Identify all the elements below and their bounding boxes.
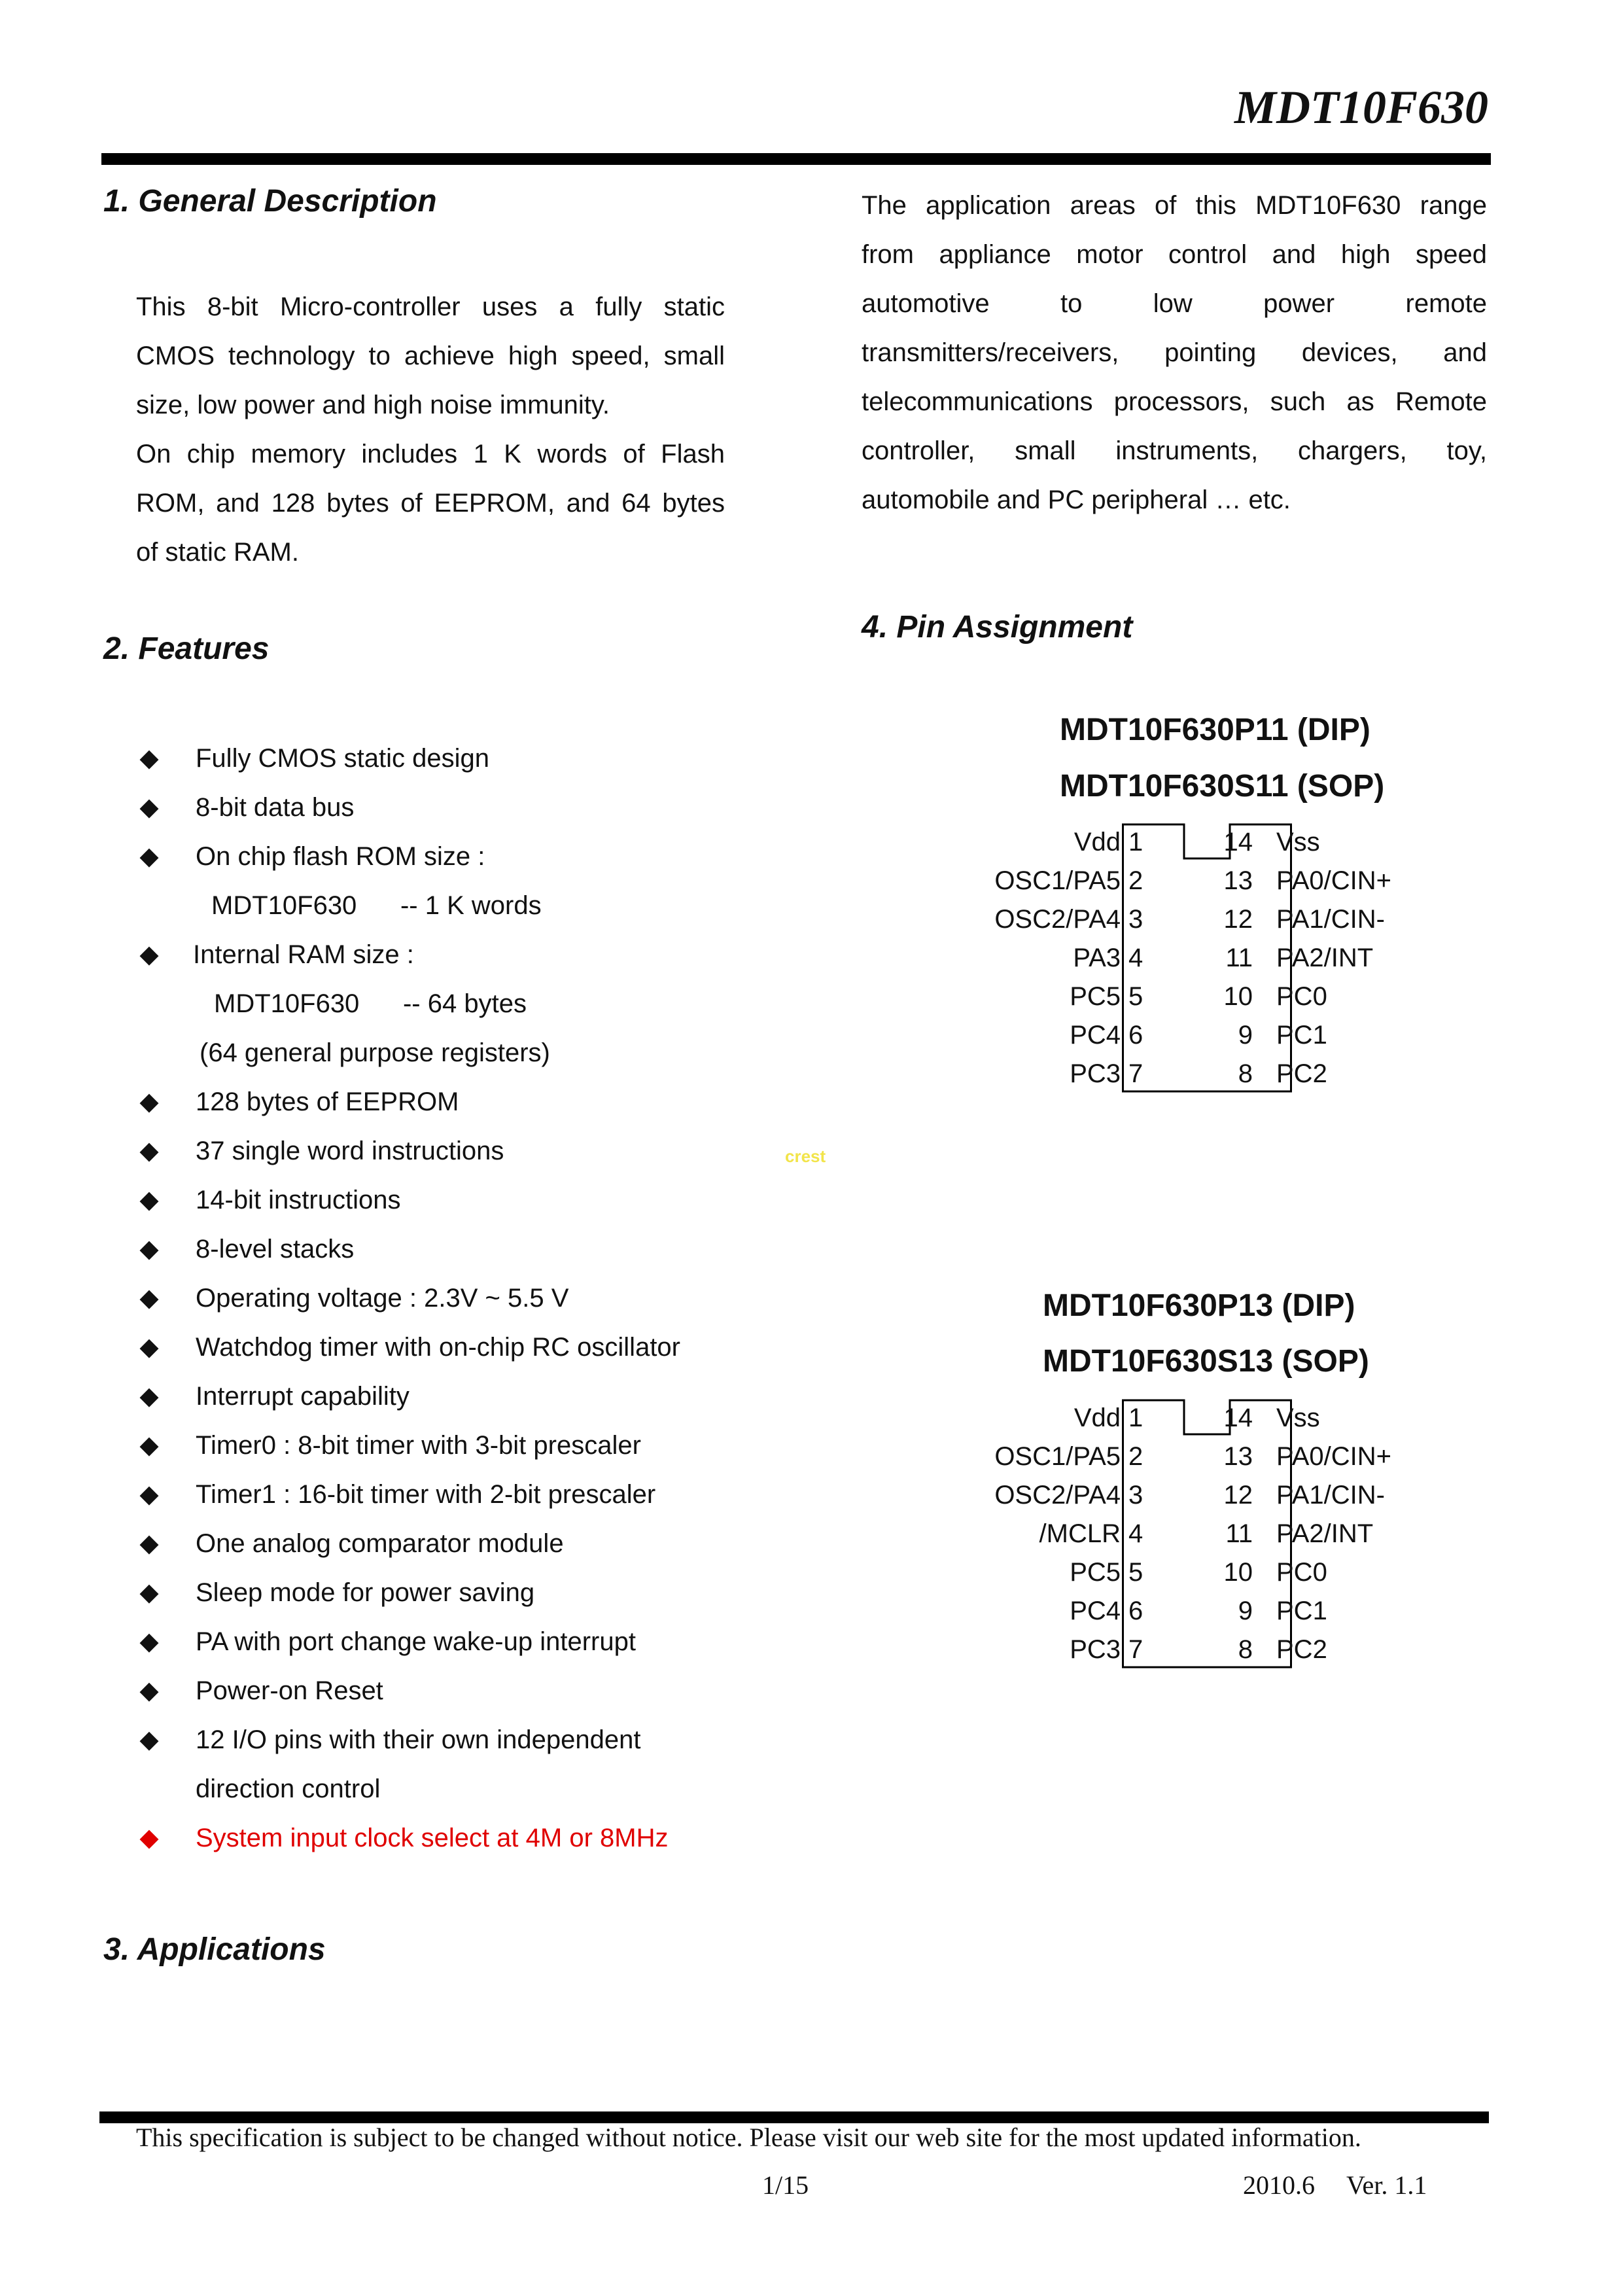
feature-item [136,1470,764,1519]
diamond-bullet-icon: ◆ [139,1628,159,1655]
pin-name: PA0/CIN+ [1276,866,1391,895]
text-line: controller, small instruments, chargers, toy, [862,436,1487,465]
pin-row [879,1016,1467,1054]
pin-number: 14 [1223,828,1253,857]
feature-text: Watchdog timer with on-chip RC oscillator [196,1333,680,1362]
feature-text: 128 bytes of EEPROM [196,1087,459,1116]
feature-text: Interrupt capability [196,1382,410,1411]
pin-row [879,1476,1467,1514]
diamond-bullet-icon: ◆ [139,1677,159,1704]
diamond-bullet-icon: ◆ [139,1383,159,1410]
feature-subitem [136,1765,764,1814]
header-rule [101,153,1491,165]
pin-name: PA3 [1073,944,1121,972]
pin-number: 8 [1238,1059,1253,1088]
general-description-paragraph-2 [136,430,725,577]
diamond-bullet-icon: ◆ [139,745,159,772]
release-date: 2010.6 [1243,2170,1315,2200]
pin-number: 13 [1223,1442,1253,1471]
pin-name: PC4 [1070,1021,1121,1050]
pin-number: 10 [1223,982,1253,1011]
pin-assignment-heading: 4. Pin Assignment [862,610,1133,645]
feature-text: (64 general purpose registers) [200,1038,550,1067]
text-line: ROM, and 128 bytes of EEPROM, and 64 bytes [136,489,725,518]
pin-number: 9 [1238,1021,1253,1050]
pin-number: 8 [1238,1635,1253,1664]
pin-name: PC1 [1276,1021,1327,1050]
feature-text: 14-bit instructions [196,1186,401,1214]
applications-heading: 3. Applications [103,1932,326,1967]
feature-subitem [136,1029,764,1078]
diamond-bullet-icon: ◆ [139,1530,159,1557]
pin-number: 4 [1128,1519,1143,1548]
feature-subitem [136,980,764,1029]
feature-item [136,1372,764,1421]
pin-name: PC5 [1070,982,1121,1011]
pin-number: 12 [1223,905,1253,934]
feature-text: direction control [196,1775,381,1803]
diamond-bullet-icon: ◆ [139,794,159,821]
feature-item [136,832,764,881]
text-line: automotive to low power remote [862,289,1487,318]
page-number: 1/15 [762,2170,809,2200]
text-line: of static RAM. [136,538,299,567]
feature-text: PA with port change wake-up interrupt [196,1627,636,1656]
pin-name: PA1/CIN- [1276,1481,1385,1510]
feature-text: MDT10F630 -- 1 K words [211,891,542,920]
pin-number: 5 [1128,1558,1143,1587]
feature-item [136,1078,764,1127]
pin-number: 14 [1223,1404,1253,1432]
pin-name: OSC1/PA5 [994,1442,1121,1471]
feature-text: Power-on Reset [196,1676,383,1705]
general-description-heading: 1. General Description [103,184,437,219]
feature-text: 8-level stacks [196,1235,355,1263]
pin-row [879,1399,1467,1437]
pin-name: PC5 [1070,1558,1121,1587]
feature-item [136,1127,764,1176]
pin-number: 2 [1128,866,1143,895]
feature-item [136,734,764,783]
pin-number: 3 [1128,1481,1143,1510]
watermark: crest [785,1146,826,1166]
version-label: Ver. 1.1 [1346,2170,1427,2200]
feature-item [136,1323,764,1372]
document-title: MDT10F630 [1234,81,1488,133]
pin-name: OSC1/PA5 [994,866,1121,895]
pin-row [879,939,1467,977]
pin-name: OSC2/PA4 [994,1481,1121,1510]
footer-notice: This specification is subject to be changed without notice. Please visit our web site for the most updated information. [136,2123,1361,2152]
feature-text: Fully CMOS static design [196,744,490,773]
package-title-sop: MDT10F630S11 (SOP) [1060,769,1385,804]
pin-name: PC2 [1276,1635,1327,1664]
pin-name: Vss [1276,828,1320,857]
feature-item [136,1421,764,1470]
text-line: automobile and PC peripheral … etc. [862,486,1291,514]
text-line: from appliance motor control and high speed [862,240,1487,269]
pin-name: PA2/INT [1276,944,1374,972]
pin-row [879,1438,1467,1475]
pin-number: 11 [1225,1519,1253,1548]
pin-diagram [879,1399,1467,1674]
pin-name: Vdd [1073,1404,1121,1432]
package-title-dip: MDT10F630P11 (DIP) [1060,713,1370,747]
text-line: On chip memory includes 1 K words of Flash [136,440,725,468]
feature-text: Operating voltage : 2.3V ~ 5.5 V [196,1284,569,1313]
pin-row [879,1515,1467,1553]
pin-number: 6 [1128,1597,1143,1625]
pin-number: 6 [1128,1021,1143,1050]
pin-name: PA2/INT [1276,1519,1374,1548]
feature-item [136,1617,764,1667]
pin-number: 12 [1223,1481,1253,1510]
diamond-bullet-icon: ◆ [139,843,159,870]
pin-number: 7 [1128,1635,1143,1664]
pin-name: PA1/CIN- [1276,905,1385,934]
feature-item [136,783,764,832]
feature-text: On chip flash ROM size : [196,842,485,871]
pin-row [879,1055,1467,1093]
pin-name: PC1 [1276,1597,1327,1625]
pin-number: 13 [1223,866,1253,895]
feature-item [136,1568,764,1617]
text-line: CMOS technology to achieve high speed, small [136,342,725,370]
pin-number: 9 [1238,1597,1253,1625]
pin-number: 1 [1128,828,1143,857]
pin-name: PC3 [1070,1635,1121,1664]
pin-row [879,862,1467,900]
pin-name: PC0 [1276,982,1327,1011]
feature-text: MDT10F630 -- 64 bytes [214,989,527,1018]
pin-name: PC2 [1276,1059,1327,1088]
diamond-bullet-icon: ◆ [139,1284,159,1312]
pin-name: PA0/CIN+ [1276,1442,1391,1471]
applications-paragraph [862,181,1487,525]
diamond-bullet-icon: ◆ [139,1186,159,1214]
diamond-bullet-icon: ◆ [139,941,159,968]
feature-item [136,1519,764,1568]
feature-text: 8-bit data bus [196,793,355,822]
feature-item [136,1274,764,1323]
feature-item [136,1225,764,1274]
diamond-bullet-icon: ◆ [139,1333,159,1361]
pin-name: Vss [1276,1404,1320,1432]
feature-text: 12 I/O pins with their own independent [196,1725,641,1754]
feature-text: Timer1 : 16-bit timer with 2-bit prescaler [196,1480,656,1509]
pin-number: 2 [1128,1442,1143,1471]
features-list [136,734,764,1863]
feature-item-highlighted [136,1814,764,1863]
package-title-sop: MDT10F630S13 (SOP) [1043,1344,1369,1379]
pin-number: 5 [1128,982,1143,1011]
text-line: transmitters/receivers, pointing devices, and [862,338,1487,367]
diamond-bullet-icon: ◆ [139,1579,159,1606]
pin-row [879,1631,1467,1669]
feature-item [136,1176,764,1225]
package-title-dip: MDT10F630P13 (DIP) [1043,1288,1355,1323]
pin-number: 10 [1223,1558,1253,1587]
pin-number: 1 [1128,1404,1143,1432]
pin-row [879,900,1467,938]
text-line: The application areas of this MDT10F630 range [862,191,1487,220]
pin-name: Vdd [1073,828,1121,857]
pin-number: 7 [1128,1059,1143,1088]
diamond-bullet-icon: ◆ [139,1481,159,1508]
feature-text: One analog comparator module [196,1529,564,1558]
feature-text: Internal RAM size : [193,940,414,969]
diamond-bullet-icon: ◆ [139,1824,159,1852]
feature-item [136,1667,764,1716]
diamond-bullet-icon: ◆ [139,1137,159,1165]
diamond-bullet-icon: ◆ [139,1235,159,1263]
pin-row [879,823,1467,861]
diamond-bullet-icon: ◆ [139,1432,159,1459]
pin-name: PC3 [1070,1059,1121,1088]
pin-name: PC0 [1276,1558,1327,1587]
pin-number: 4 [1128,944,1143,972]
pin-row [879,1553,1467,1591]
diamond-bullet-icon: ◆ [139,1088,159,1116]
feature-item [136,930,764,980]
feature-text: Sleep mode for power saving [196,1578,535,1607]
pin-number: 11 [1225,944,1253,972]
feature-text: System input clock select at 4M or 8MHz [196,1824,669,1852]
footer-date-version [1243,2166,1427,2205]
text-line: size, low power and high noise immunity. [136,391,610,419]
pin-row [879,978,1467,1016]
feature-subitem [136,881,764,930]
pin-name: OSC2/PA4 [994,905,1121,934]
text-line: This 8-bit Micro-controller uses a fully static [136,292,725,321]
features-heading: 2. Features [103,631,270,666]
pin-name: /MCLR [1039,1519,1121,1548]
pin-diagram [879,823,1467,1098]
diamond-bullet-icon: ◆ [139,1726,159,1754]
pin-name: PC4 [1070,1597,1121,1625]
text-line: telecommunications processors, such as Remote [862,387,1487,416]
general-description-paragraph-1 [136,283,725,430]
pin-row [879,1592,1467,1630]
feature-item [136,1716,764,1765]
feature-text: Timer0 : 8-bit timer with 3-bit prescaler [196,1431,641,1460]
feature-text: 37 single word instructions [196,1137,504,1165]
pin-number: 3 [1128,905,1143,934]
